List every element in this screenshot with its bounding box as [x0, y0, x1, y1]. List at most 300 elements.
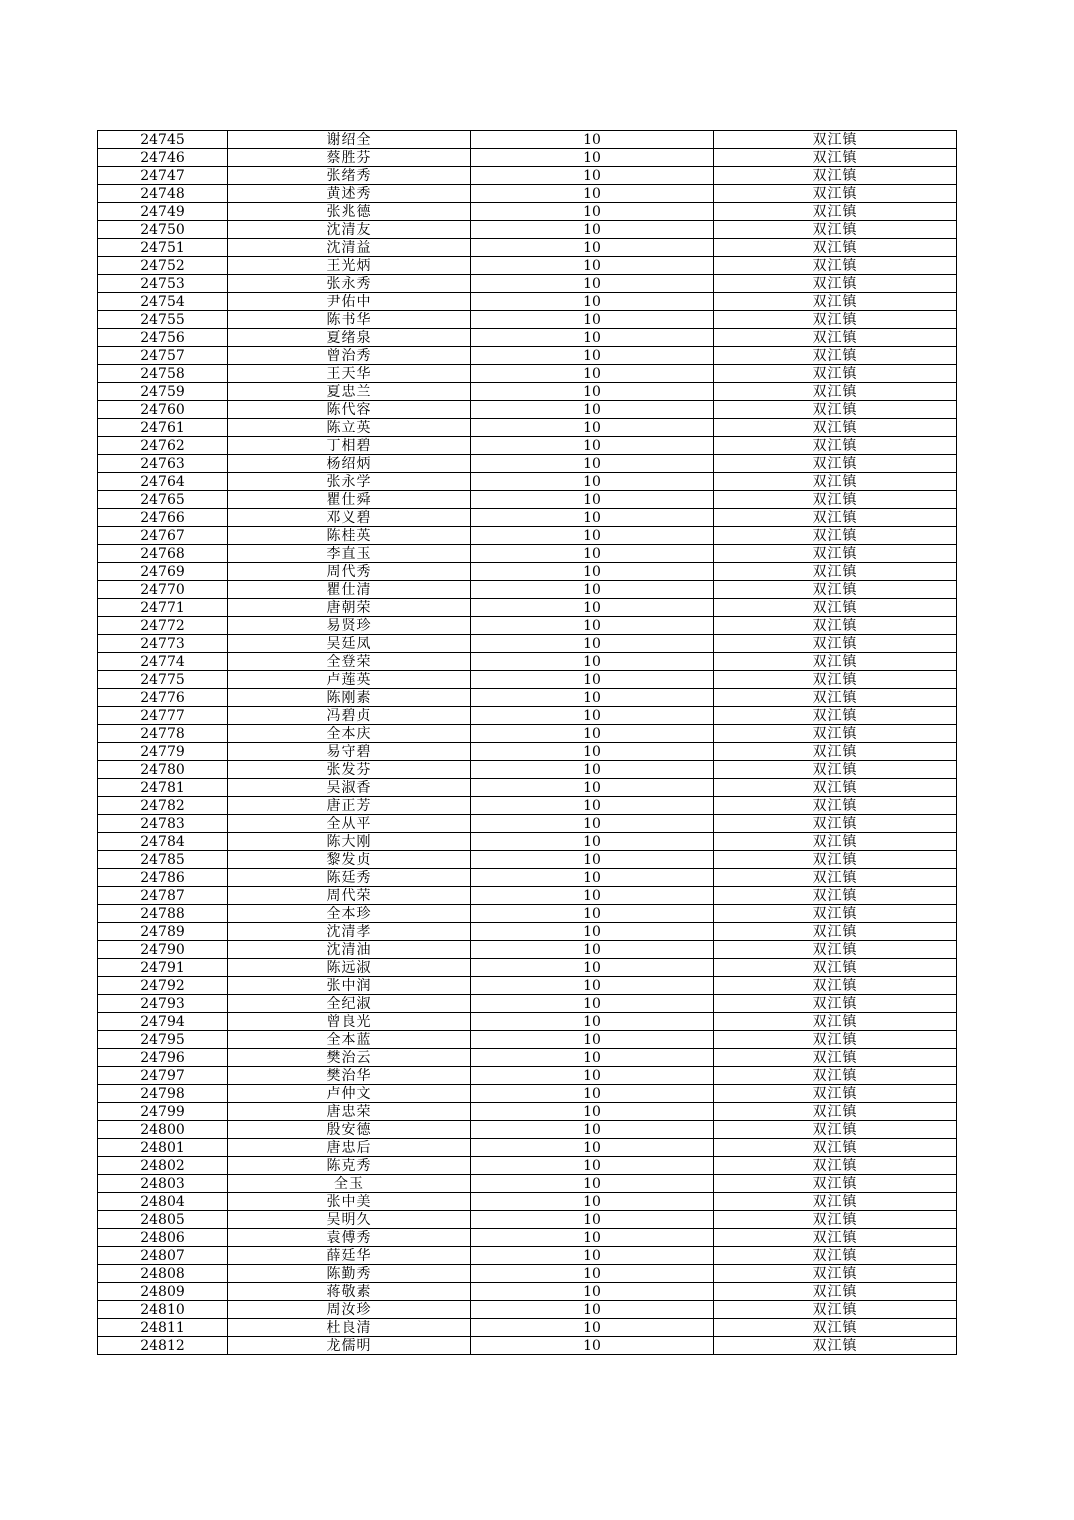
row-town-cell: 双江镇: [714, 1301, 957, 1319]
row-town-cell: 双江镇: [714, 905, 957, 923]
table-row: [98, 941, 957, 959]
table-row: [98, 491, 957, 509]
row-id-cell: 24804: [98, 1193, 228, 1211]
row-id-cell: 24800: [98, 1121, 228, 1139]
row-id-cell: 24750: [98, 221, 228, 239]
row-id-cell: 24766: [98, 509, 228, 527]
row-name-cell: 蔡胜芬: [228, 149, 471, 167]
row-town-cell: 双江镇: [714, 491, 957, 509]
row-id-cell: 24796: [98, 1049, 228, 1067]
row-id-cell: 24808: [98, 1265, 228, 1283]
row-town-cell: 双江镇: [714, 1103, 957, 1121]
row-name-cell: 谢绍全: [228, 131, 471, 149]
row-amount-cell: 10: [471, 671, 714, 689]
row-name-cell: 张永学: [228, 473, 471, 491]
row-amount-cell: 10: [471, 851, 714, 869]
table-row: [98, 581, 957, 599]
row-name-cell: 陈刚素: [228, 689, 471, 707]
row-town-cell: 双江镇: [714, 743, 957, 761]
table-row: [98, 1211, 957, 1229]
row-amount-cell: 10: [471, 797, 714, 815]
row-town-cell: 双江镇: [714, 1139, 957, 1157]
table-row: [98, 473, 957, 491]
row-amount-cell: 10: [471, 941, 714, 959]
row-name-cell: 易守碧: [228, 743, 471, 761]
row-name-cell: 王光炳: [228, 257, 471, 275]
row-town-cell: 双江镇: [714, 149, 957, 167]
row-name-cell: 黎发贞: [228, 851, 471, 869]
row-name-cell: 王天华: [228, 365, 471, 383]
row-id-cell: 24782: [98, 797, 228, 815]
row-name-cell: 曾治秀: [228, 347, 471, 365]
table-row: [98, 1157, 957, 1175]
row-id-cell: 24792: [98, 977, 228, 995]
row-amount-cell: 10: [471, 347, 714, 365]
row-id-cell: 24786: [98, 869, 228, 887]
table-row: [98, 671, 957, 689]
row-town-cell: 双江镇: [714, 1175, 957, 1193]
row-name-cell: 陈远淑: [228, 959, 471, 977]
row-amount-cell: 10: [471, 761, 714, 779]
row-id-cell: 24747: [98, 167, 228, 185]
row-id-cell: 24768: [98, 545, 228, 563]
row-amount-cell: 10: [471, 815, 714, 833]
row-name-cell: 陈桂英: [228, 527, 471, 545]
row-town-cell: 双江镇: [714, 473, 957, 491]
table-row: [98, 1085, 957, 1103]
table-row: [98, 311, 957, 329]
row-name-cell: 张绪秀: [228, 167, 471, 185]
row-id-cell: 24790: [98, 941, 228, 959]
row-town-cell: 双江镇: [714, 311, 957, 329]
row-town-cell: 双江镇: [714, 581, 957, 599]
row-id-cell: 24799: [98, 1103, 228, 1121]
row-id-cell: 24774: [98, 653, 228, 671]
row-id-cell: 24803: [98, 1175, 228, 1193]
row-name-cell: 樊治云: [228, 1049, 471, 1067]
row-id-cell: 24781: [98, 779, 228, 797]
row-name-cell: 樊治华: [228, 1067, 471, 1085]
row-amount-cell: 10: [471, 977, 714, 995]
table-row: [98, 203, 957, 221]
row-id-cell: 24777: [98, 707, 228, 725]
row-name-cell: 瞿仕舜: [228, 491, 471, 509]
row-name-cell: 袁傅秀: [228, 1229, 471, 1247]
row-town-cell: 双江镇: [714, 401, 957, 419]
row-name-cell: 张永秀: [228, 275, 471, 293]
table-row: [98, 1049, 957, 1067]
row-town-cell: 双江镇: [714, 671, 957, 689]
row-amount-cell: 10: [471, 833, 714, 851]
row-town-cell: 双江镇: [714, 1247, 957, 1265]
row-amount-cell: 10: [471, 1193, 714, 1211]
row-amount-cell: 10: [471, 239, 714, 257]
row-amount-cell: 10: [471, 707, 714, 725]
row-name-cell: 冯碧贞: [228, 707, 471, 725]
row-id-cell: 24785: [98, 851, 228, 869]
row-id-cell: 24780: [98, 761, 228, 779]
row-name-cell: 吴廷凤: [228, 635, 471, 653]
row-name-cell: 龙儒明: [228, 1337, 471, 1355]
roster-table-body: [98, 131, 957, 1355]
table-row: [98, 257, 957, 275]
row-town-cell: 双江镇: [714, 1283, 957, 1301]
row-name-cell: 夏绪泉: [228, 329, 471, 347]
row-amount-cell: 10: [471, 1121, 714, 1139]
row-id-cell: 24745: [98, 131, 228, 149]
row-amount-cell: 10: [471, 167, 714, 185]
row-id-cell: 24791: [98, 959, 228, 977]
row-town-cell: 双江镇: [714, 239, 957, 257]
row-id-cell: 24779: [98, 743, 228, 761]
row-amount-cell: 10: [471, 653, 714, 671]
row-amount-cell: 10: [471, 257, 714, 275]
table-row: [98, 1013, 957, 1031]
row-town-cell: 双江镇: [714, 1319, 957, 1337]
row-id-cell: 24787: [98, 887, 228, 905]
row-town-cell: 双江镇: [714, 383, 957, 401]
row-id-cell: 24762: [98, 437, 228, 455]
row-name-cell: 陈大刚: [228, 833, 471, 851]
table-row: [98, 707, 957, 725]
row-town-cell: 双江镇: [714, 293, 957, 311]
row-name-cell: 夏忠兰: [228, 383, 471, 401]
row-amount-cell: 10: [471, 1247, 714, 1265]
row-id-cell: 24748: [98, 185, 228, 203]
table-row: [98, 455, 957, 473]
table-row: [98, 815, 957, 833]
row-amount-cell: 10: [471, 419, 714, 437]
row-name-cell: 易贤珍: [228, 617, 471, 635]
table-row: [98, 239, 957, 257]
row-town-cell: 双江镇: [714, 167, 957, 185]
row-name-cell: 沈清友: [228, 221, 471, 239]
table-row: [98, 401, 957, 419]
row-amount-cell: 10: [471, 455, 714, 473]
row-name-cell: 薛廷华: [228, 1247, 471, 1265]
row-town-cell: 双江镇: [714, 887, 957, 905]
row-town-cell: 双江镇: [714, 779, 957, 797]
row-amount-cell: 10: [471, 1283, 714, 1301]
row-name-cell: 唐朝荣: [228, 599, 471, 617]
row-id-cell: 24755: [98, 311, 228, 329]
table-row: [98, 1247, 957, 1265]
row-amount-cell: 10: [471, 959, 714, 977]
row-town-cell: 双江镇: [714, 959, 957, 977]
table-row: [98, 743, 957, 761]
row-amount-cell: 10: [471, 1067, 714, 1085]
table-row: [98, 1283, 957, 1301]
row-name-cell: 蒋敬素: [228, 1283, 471, 1301]
table-row: [98, 275, 957, 293]
row-amount-cell: 10: [471, 1139, 714, 1157]
row-town-cell: 双江镇: [714, 257, 957, 275]
row-amount-cell: 10: [471, 1049, 714, 1067]
table-row: [98, 347, 957, 365]
row-amount-cell: 10: [471, 545, 714, 563]
row-id-cell: 24811: [98, 1319, 228, 1337]
row-name-cell: 全本庆: [228, 725, 471, 743]
row-town-cell: 双江镇: [714, 725, 957, 743]
row-id-cell: 24757: [98, 347, 228, 365]
table-row: [98, 1193, 957, 1211]
row-name-cell: 张中润: [228, 977, 471, 995]
row-amount-cell: 10: [471, 491, 714, 509]
row-name-cell: 张发芬: [228, 761, 471, 779]
row-town-cell: 双江镇: [714, 437, 957, 455]
row-amount-cell: 10: [471, 311, 714, 329]
row-town-cell: 双江镇: [714, 275, 957, 293]
table-row: [98, 1229, 957, 1247]
row-id-cell: 24798: [98, 1085, 228, 1103]
table-row: [98, 869, 957, 887]
row-amount-cell: 10: [471, 401, 714, 419]
table-row: [98, 1337, 957, 1355]
row-id-cell: 24751: [98, 239, 228, 257]
row-town-cell: 双江镇: [714, 995, 957, 1013]
row-amount-cell: 10: [471, 995, 714, 1013]
row-name-cell: 陈廷秀: [228, 869, 471, 887]
row-amount-cell: 10: [471, 1175, 714, 1193]
row-name-cell: 全本珍: [228, 905, 471, 923]
row-id-cell: 24802: [98, 1157, 228, 1175]
table-row: [98, 1175, 957, 1193]
row-name-cell: 杨绍炳: [228, 455, 471, 473]
row-town-cell: 双江镇: [714, 365, 957, 383]
row-name-cell: 张中美: [228, 1193, 471, 1211]
row-town-cell: 双江镇: [714, 707, 957, 725]
table-row: [98, 923, 957, 941]
row-town-cell: 双江镇: [714, 1157, 957, 1175]
table-row: [98, 1265, 957, 1283]
table-row: [98, 1139, 957, 1157]
row-id-cell: 24772: [98, 617, 228, 635]
table-row: [98, 365, 957, 383]
row-town-cell: 双江镇: [714, 1013, 957, 1031]
row-amount-cell: 10: [471, 509, 714, 527]
table-row: [98, 185, 957, 203]
row-id-cell: 24753: [98, 275, 228, 293]
row-town-cell: 双江镇: [714, 689, 957, 707]
row-town-cell: 双江镇: [714, 851, 957, 869]
row-amount-cell: 10: [471, 1013, 714, 1031]
row-name-cell: 周代荣: [228, 887, 471, 905]
row-town-cell: 双江镇: [714, 347, 957, 365]
row-amount-cell: 10: [471, 563, 714, 581]
row-name-cell: 殷安德: [228, 1121, 471, 1139]
row-name-cell: 卢仲文: [228, 1085, 471, 1103]
row-name-cell: 陈勤秀: [228, 1265, 471, 1283]
row-name-cell: 吴明久: [228, 1211, 471, 1229]
row-town-cell: 双江镇: [714, 617, 957, 635]
table-row: [98, 1103, 957, 1121]
row-name-cell: 唐忠荣: [228, 1103, 471, 1121]
row-id-cell: 24760: [98, 401, 228, 419]
table-row: [98, 599, 957, 617]
row-amount-cell: 10: [471, 905, 714, 923]
row-name-cell: 张兆德: [228, 203, 471, 221]
row-id-cell: 24767: [98, 527, 228, 545]
row-id-cell: 24771: [98, 599, 228, 617]
row-amount-cell: 10: [471, 725, 714, 743]
row-town-cell: 双江镇: [714, 509, 957, 527]
row-amount-cell: 10: [471, 1211, 714, 1229]
row-id-cell: 24806: [98, 1229, 228, 1247]
row-town-cell: 双江镇: [714, 653, 957, 671]
row-id-cell: 24749: [98, 203, 228, 221]
row-town-cell: 双江镇: [714, 329, 957, 347]
table-row: [98, 149, 957, 167]
table-row: [98, 1067, 957, 1085]
row-id-cell: 24789: [98, 923, 228, 941]
row-id-cell: 24765: [98, 491, 228, 509]
row-name-cell: 李直玉: [228, 545, 471, 563]
row-town-cell: 双江镇: [714, 869, 957, 887]
row-town-cell: 双江镇: [714, 635, 957, 653]
row-town-cell: 双江镇: [714, 815, 957, 833]
row-id-cell: 24775: [98, 671, 228, 689]
row-name-cell: 陈书华: [228, 311, 471, 329]
table-row: [98, 689, 957, 707]
row-town-cell: 双江镇: [714, 833, 957, 851]
row-amount-cell: 10: [471, 1301, 714, 1319]
row-town-cell: 双江镇: [714, 545, 957, 563]
row-amount-cell: 10: [471, 527, 714, 545]
row-amount-cell: 10: [471, 473, 714, 491]
table-row: [98, 977, 957, 995]
table-row: [98, 725, 957, 743]
row-amount-cell: 10: [471, 1157, 714, 1175]
row-amount-cell: 10: [471, 923, 714, 941]
row-name-cell: 唐正芳: [228, 797, 471, 815]
table-row: [98, 329, 957, 347]
row-town-cell: 双江镇: [714, 203, 957, 221]
row-id-cell: 24763: [98, 455, 228, 473]
row-name-cell: 尹佑中: [228, 293, 471, 311]
row-id-cell: 24795: [98, 1031, 228, 1049]
row-id-cell: 24805: [98, 1211, 228, 1229]
row-id-cell: 24769: [98, 563, 228, 581]
row-amount-cell: 10: [471, 1031, 714, 1049]
row-town-cell: 双江镇: [714, 455, 957, 473]
row-amount-cell: 10: [471, 689, 714, 707]
row-id-cell: 24783: [98, 815, 228, 833]
row-name-cell: 杜良清: [228, 1319, 471, 1337]
row-name-cell: 全玉: [228, 1175, 471, 1193]
row-name-cell: 周代秀: [228, 563, 471, 581]
row-name-cell: 瞿仕清: [228, 581, 471, 599]
row-id-cell: 24754: [98, 293, 228, 311]
table-row: [98, 563, 957, 581]
row-amount-cell: 10: [471, 131, 714, 149]
row-name-cell: 沈清油: [228, 941, 471, 959]
row-id-cell: 24812: [98, 1337, 228, 1355]
table-row: [98, 905, 957, 923]
row-town-cell: 双江镇: [714, 923, 957, 941]
table-row: [98, 635, 957, 653]
row-amount-cell: 10: [471, 1319, 714, 1337]
table-row: [98, 167, 957, 185]
table-row: [98, 383, 957, 401]
row-name-cell: 陈立英: [228, 419, 471, 437]
row-town-cell: 双江镇: [714, 185, 957, 203]
row-name-cell: 周汝珍: [228, 1301, 471, 1319]
row-town-cell: 双江镇: [714, 1121, 957, 1139]
row-id-cell: 24807: [98, 1247, 228, 1265]
row-amount-cell: 10: [471, 437, 714, 455]
table-row: [98, 779, 957, 797]
row-name-cell: 黄述秀: [228, 185, 471, 203]
row-name-cell: 沈清益: [228, 239, 471, 257]
row-name-cell: 陈克秀: [228, 1157, 471, 1175]
row-town-cell: 双江镇: [714, 131, 957, 149]
row-amount-cell: 10: [471, 743, 714, 761]
row-town-cell: 双江镇: [714, 1049, 957, 1067]
row-amount-cell: 10: [471, 599, 714, 617]
row-id-cell: 24810: [98, 1301, 228, 1319]
table-row: [98, 1301, 957, 1319]
row-amount-cell: 10: [471, 221, 714, 239]
row-id-cell: 24784: [98, 833, 228, 851]
table-row: [98, 1319, 957, 1337]
row-amount-cell: 10: [471, 887, 714, 905]
row-name-cell: 邓义碧: [228, 509, 471, 527]
row-name-cell: 卢莲英: [228, 671, 471, 689]
row-town-cell: 双江镇: [714, 1067, 957, 1085]
table-row: [98, 995, 957, 1013]
row-town-cell: 双江镇: [714, 797, 957, 815]
table-row: [98, 419, 957, 437]
row-id-cell: 24756: [98, 329, 228, 347]
row-amount-cell: 10: [471, 1085, 714, 1103]
row-id-cell: 24788: [98, 905, 228, 923]
table-row: [98, 509, 957, 527]
row-id-cell: 24794: [98, 1013, 228, 1031]
row-amount-cell: 10: [471, 581, 714, 599]
row-name-cell: 全登荣: [228, 653, 471, 671]
row-id-cell: 24801: [98, 1139, 228, 1157]
roster-table: [97, 130, 957, 1355]
row-amount-cell: 10: [471, 617, 714, 635]
row-amount-cell: 10: [471, 1337, 714, 1355]
row-town-cell: 双江镇: [714, 527, 957, 545]
row-id-cell: 24758: [98, 365, 228, 383]
row-id-cell: 24797: [98, 1067, 228, 1085]
row-town-cell: 双江镇: [714, 941, 957, 959]
row-id-cell: 24773: [98, 635, 228, 653]
row-amount-cell: 10: [471, 1265, 714, 1283]
table-row: [98, 293, 957, 311]
table-row: [98, 131, 957, 149]
row-amount-cell: 10: [471, 149, 714, 167]
row-amount-cell: 10: [471, 329, 714, 347]
row-town-cell: 双江镇: [714, 1265, 957, 1283]
row-amount-cell: 10: [471, 203, 714, 221]
row-town-cell: 双江镇: [714, 1229, 957, 1247]
row-id-cell: 24746: [98, 149, 228, 167]
row-town-cell: 双江镇: [714, 419, 957, 437]
row-id-cell: 24770: [98, 581, 228, 599]
row-id-cell: 24761: [98, 419, 228, 437]
row-name-cell: 曾良光: [228, 1013, 471, 1031]
row-amount-cell: 10: [471, 293, 714, 311]
row-name-cell: 沈清孝: [228, 923, 471, 941]
row-amount-cell: 10: [471, 185, 714, 203]
row-amount-cell: 10: [471, 383, 714, 401]
table-row: [98, 545, 957, 563]
row-name-cell: 唐忠后: [228, 1139, 471, 1157]
row-name-cell: 丁相碧: [228, 437, 471, 455]
